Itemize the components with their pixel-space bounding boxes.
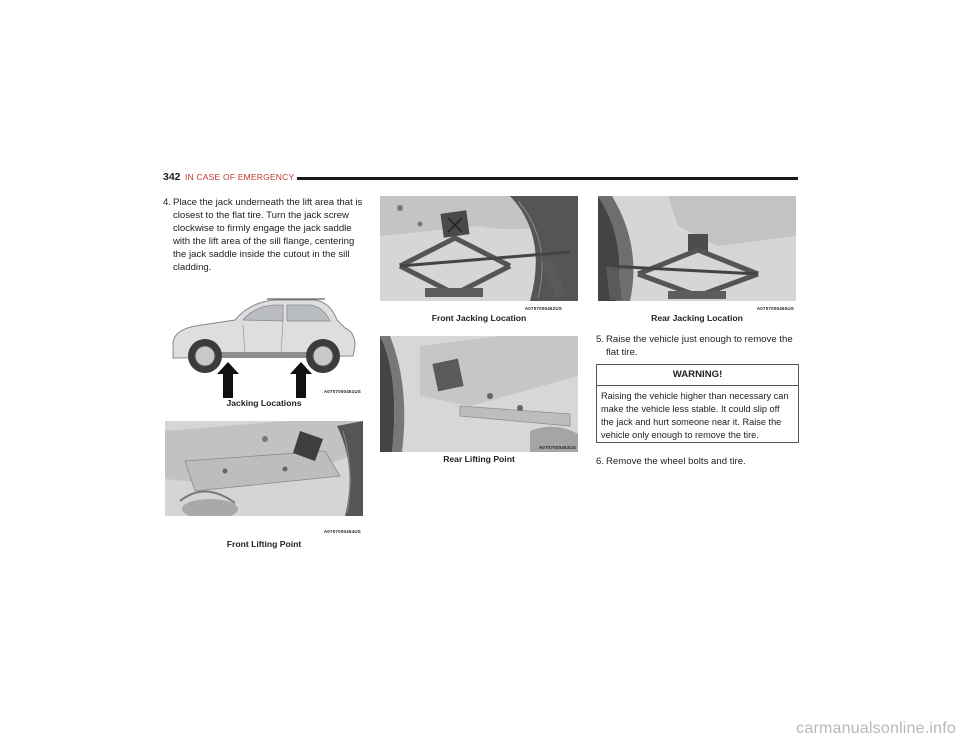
rear-lifting-point-illustration [380,336,578,452]
warning-title: WARNING! [597,365,798,386]
figure-code: A0707000455US [756,306,794,311]
figure-rear-jacking-location [598,196,796,312]
rear-jack-arrow-icon [290,362,312,398]
page-number: 342 [163,171,181,183]
page-header [163,171,798,185]
caption-rear-lifting-point: Rear Lifting Point [443,454,515,464]
front-jack-arrow-icon [217,362,239,398]
step-text: Remove the wheel bolts and tire. [606,456,746,467]
caption-front-jacking-location: Front Jacking Location [431,313,527,323]
rear-jacking-location-illustration [598,196,796,308]
figure-code: A0707000453US [538,445,576,450]
step-number: 6. [596,456,605,467]
step-text: Place the jack underneath the lift area that is closest to the flat tire. Turn the jack screw clockwise to firmly engage the jack saddle with the lift area of the sill flange, centering the jack saddle inside the cutout in the sill cladding. [173,197,363,273]
caption-front-lifting-point: Front Lifting Point [226,539,302,549]
section-title: IN CASE OF EMERGENCY [185,172,295,182]
step-5 [596,333,798,359]
figure-code: A0707000451US [323,389,361,394]
caption-jacking-locations: Jacking Locations [226,398,302,408]
step-4 [163,196,365,274]
warning-text: Raising the vehicle higher than necessary can make the vehicle less stable. It could slip off the jack and hurt someone near it. Raise the vehicle only enough to remove the tire. [601,391,789,440]
warning-box [596,364,799,443]
figure-code: A0707000452US [524,306,562,311]
watermark: carmanualsonline.info [796,720,956,737]
suv-illustration [165,290,363,398]
figure-rear-lifting-point [380,336,578,452]
front-jacking-location-illustration [380,196,578,308]
step-number: 5. [596,334,605,345]
figure-front-lifting-point [165,421,363,536]
step-number: 4. [163,197,172,208]
step-6 [596,455,798,468]
figure-jacking-locations [165,290,363,398]
step-text: Raise the vehicle just enough to remove the flat tire. [606,334,793,358]
figure-front-jacking-location [380,196,578,312]
header-rule [297,177,798,180]
figure-code: A0707000454US [323,529,361,534]
caption-rear-jacking-location: Rear Jacking Location [651,313,743,323]
front-lifting-point-illustration [165,421,363,516]
